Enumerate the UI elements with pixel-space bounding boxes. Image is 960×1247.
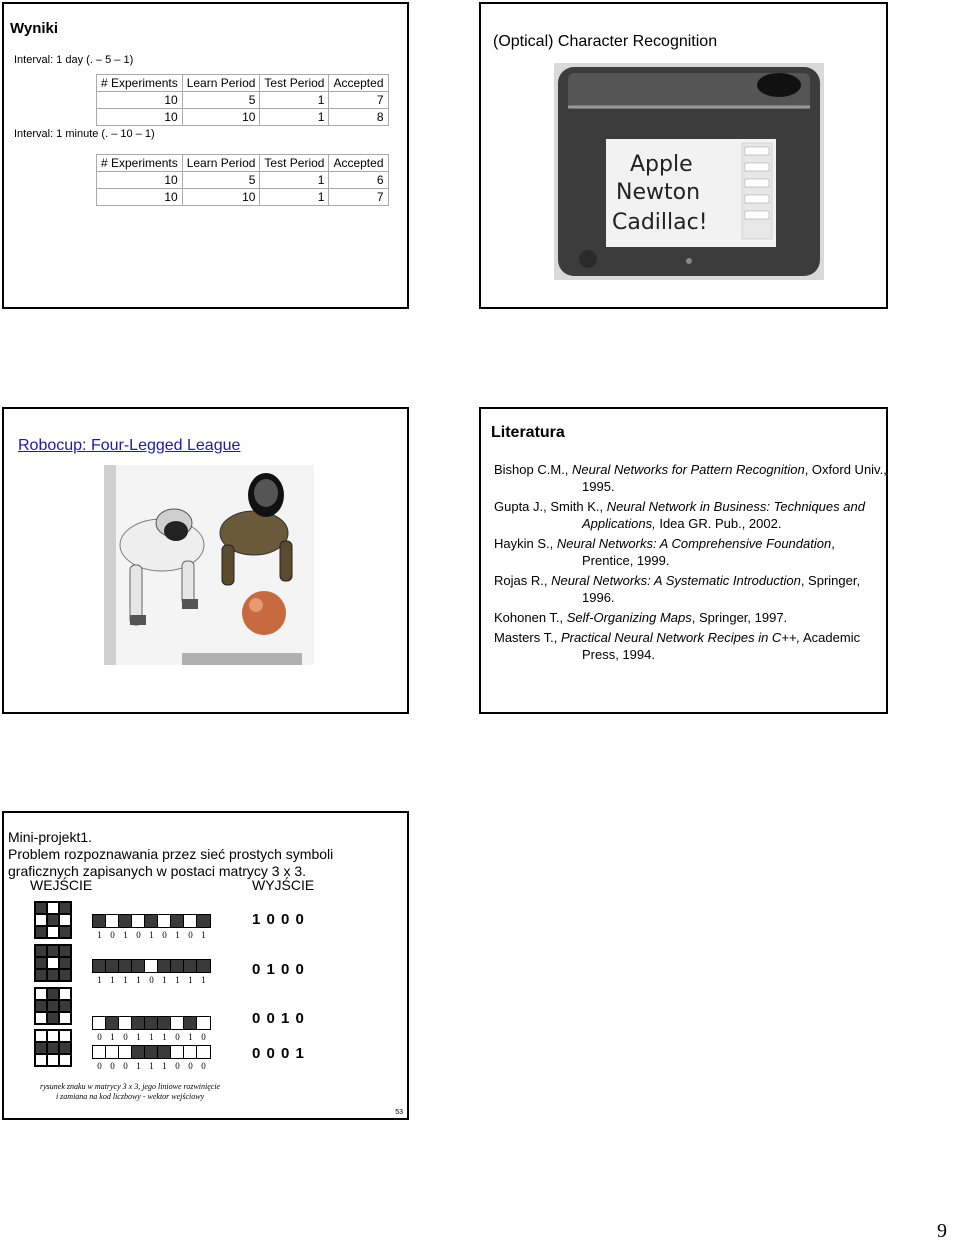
- matrix-cell: [47, 988, 59, 1000]
- vector-cell: [184, 915, 197, 927]
- output-heading: WYJŚCIE: [252, 877, 315, 893]
- matrix-cell: [35, 945, 47, 957]
- reference-item: [494, 572, 889, 606]
- matrix-cell: [35, 1054, 47, 1066]
- bit-label: 0: [123, 1032, 128, 1042]
- ref-title: Neural Network in Business: Techniques and Applications,: [582, 499, 865, 531]
- vector-cell: [171, 1017, 184, 1029]
- table-cell: 10: [97, 109, 183, 126]
- slide-title: Literatura: [491, 424, 565, 441]
- ref-publisher: , Springer, 1996.: [582, 573, 861, 605]
- ref-title: Practical Neural Network Recipes in C++,: [560, 630, 801, 645]
- figure-caption: [40, 1082, 220, 1102]
- slide-robocup: [2, 407, 409, 714]
- matrix-cell: [59, 988, 71, 1000]
- ref-publisher: , Oxford Univ., 1995.: [582, 462, 887, 494]
- bit-label: 1: [110, 1032, 115, 1042]
- matrix-3x3: [34, 944, 72, 982]
- matrix-cell: [35, 1042, 47, 1054]
- reference-item: [494, 629, 889, 663]
- reference-item: [494, 498, 889, 532]
- table-cell: 10: [182, 109, 260, 126]
- bit-label: 0: [188, 930, 193, 940]
- matrix-cell: [59, 914, 71, 926]
- matrix-cell: [47, 945, 59, 957]
- reference-list: [494, 461, 889, 666]
- bit-label: 1: [123, 930, 128, 940]
- bit-label: 0: [123, 1061, 128, 1071]
- vector-cell: [171, 915, 184, 927]
- bit-label: 1: [162, 1061, 167, 1071]
- table-row: [97, 109, 389, 126]
- table-row: [97, 189, 389, 206]
- reference-item: [494, 461, 889, 495]
- bit-label: 1: [149, 1032, 154, 1042]
- vector-cell: [158, 1046, 171, 1058]
- vector-cell: [171, 960, 184, 972]
- reference-item: [494, 535, 889, 569]
- slide-mini-project: [2, 811, 409, 1120]
- vector-cell: [197, 915, 210, 927]
- output-code: 1 0 0 0: [252, 911, 305, 928]
- table-cell: 10: [182, 189, 260, 206]
- vector-cell: [184, 1046, 197, 1058]
- matrix-cell: [59, 1054, 71, 1066]
- bit-labels: [93, 1061, 210, 1071]
- vector-cell: [132, 960, 145, 972]
- vector-cell: [197, 1046, 210, 1058]
- input-vector: [92, 1016, 211, 1030]
- vector-cell: [93, 1017, 106, 1029]
- ref-authors: Masters T.,: [494, 630, 561, 645]
- reference-item: [494, 609, 889, 626]
- bit-label: 1: [97, 930, 102, 940]
- vector-cell: [106, 1017, 119, 1029]
- vector-cell: [119, 915, 132, 927]
- vector-cell: [93, 915, 106, 927]
- bit-label: 1: [188, 975, 193, 985]
- slide-title: (Optical) Character Recognition: [493, 33, 718, 50]
- bit-label: 1: [136, 975, 141, 985]
- vector-cell: [158, 960, 171, 972]
- output-code: 0 0 1 0: [252, 1010, 305, 1027]
- header-cell: Test Period: [260, 75, 329, 92]
- matrix-cell: [59, 926, 71, 938]
- bit-labels: [93, 975, 210, 985]
- bit-label: 0: [175, 1061, 180, 1071]
- matrix-cell: [59, 902, 71, 914]
- bit-label: 1: [201, 975, 206, 985]
- vector-cell: [197, 1017, 210, 1029]
- table-cell: 1: [260, 189, 329, 206]
- header-cell: Learn Period: [182, 155, 260, 172]
- vector-cell: [145, 1046, 158, 1058]
- matrix-cell: [47, 1000, 59, 1012]
- handwriting-line-2: Newton: [616, 180, 701, 205]
- matrix-cell: [47, 1030, 59, 1042]
- project-description: [8, 829, 406, 880]
- vector-cell: [106, 960, 119, 972]
- bit-label: 0: [149, 975, 154, 985]
- caption-line: i zamiana na kod liczbowy - wektor wejściowy: [55, 1092, 205, 1101]
- table-cell: 8: [329, 109, 388, 126]
- matrix-cell: [59, 1000, 71, 1012]
- matrix-cell: [47, 926, 59, 938]
- ref-publisher: Idea GR. Pub., 2002.: [655, 516, 782, 531]
- ref-title: Neural Networks: A Comprehensive Foundation: [556, 536, 832, 551]
- matrix-cell: [47, 914, 59, 926]
- matrix-cell: [35, 914, 47, 926]
- input-vector: [92, 1045, 211, 1059]
- vector-cell: [145, 1017, 158, 1029]
- project-problem: Problem rozpoznawania przez sieć prostych symboli graficznych zapisanych w postaci matrycy 3 x 3.: [8, 846, 334, 879]
- vector-cell: [93, 1046, 106, 1058]
- ref-title: Self-Organizing Maps: [566, 610, 692, 625]
- vector-cell: [197, 960, 210, 972]
- output-code: 0 1 0 0: [252, 961, 305, 978]
- bit-label: 1: [175, 975, 180, 985]
- bit-labels: [93, 930, 210, 940]
- matrix-cell: [35, 1000, 47, 1012]
- bit-label: 0: [110, 930, 115, 940]
- bit-label: 1: [149, 1061, 154, 1071]
- bit-label: 1: [162, 1032, 167, 1042]
- vector-cell: [184, 1017, 197, 1029]
- header-cell: Test Period: [260, 155, 329, 172]
- vector-cell: [119, 1017, 132, 1029]
- table-cell: 5: [182, 172, 260, 189]
- vector-cell: [145, 960, 158, 972]
- slide-ocr: [479, 2, 888, 309]
- vector-cell: [158, 915, 171, 927]
- interval-label: Interval: 1 day (. – 5 – 1): [14, 54, 134, 66]
- vector-cell: [132, 1017, 145, 1029]
- vector-cell: [158, 1017, 171, 1029]
- ref-publisher: Academic Press, 1994.: [582, 630, 861, 662]
- vector-cell: [132, 915, 145, 927]
- bit-label: 0: [97, 1061, 102, 1071]
- table-row: [97, 92, 389, 109]
- bit-label: 0: [162, 930, 167, 940]
- slide-title: Robocup: Four-Legged League: [18, 437, 241, 454]
- bit-label: 0: [201, 1032, 206, 1042]
- table-cell: 6: [329, 172, 388, 189]
- ref-authors: Bishop C.M.,: [494, 462, 573, 477]
- bit-label: 1: [97, 975, 102, 985]
- interval-label: Interval: 1 minute (. – 10 – 1): [14, 128, 155, 140]
- table-cell: 7: [329, 92, 388, 109]
- table-cell: 10: [97, 189, 183, 206]
- bit-label: 1: [110, 975, 115, 985]
- bit-label: 0: [175, 1032, 180, 1042]
- matrix-cell: [47, 1042, 59, 1054]
- vector-cell: [171, 1046, 184, 1058]
- header-cell: Accepted: [329, 155, 388, 172]
- input-heading: WEJŚCIE: [30, 877, 93, 893]
- bit-label: 0: [110, 1061, 115, 1071]
- bit-label: 1: [136, 1032, 141, 1042]
- matrix-cell: [47, 1012, 59, 1024]
- slide-title: Wyniki: [10, 20, 59, 37]
- handwriting-line-1: Apple: [630, 152, 693, 177]
- bit-label: 1: [149, 930, 154, 940]
- caption-line: rysunek znaku w matrycy 3 x 3, jego liniowe rozwinięcie: [40, 1082, 221, 1091]
- vector-cell: [145, 915, 158, 927]
- bit-label: 0: [188, 1061, 193, 1071]
- matrix-3x3: [34, 987, 72, 1025]
- ref-authors: Gupta J., Smith K.,: [494, 499, 607, 514]
- matrix-cell: [35, 1012, 47, 1024]
- matrix-cell: [35, 1030, 47, 1042]
- table-cell: 10: [97, 172, 183, 189]
- matrix-cell: [47, 969, 59, 981]
- table-cell: 7: [329, 189, 388, 206]
- bit-labels: [93, 1032, 210, 1042]
- bit-label: 1: [175, 930, 180, 940]
- matrix-cell: [59, 945, 71, 957]
- bit-label: 1: [201, 930, 206, 940]
- matrix-cell: [59, 1030, 71, 1042]
- matrix-cell: [35, 926, 47, 938]
- ref-title: Neural Networks for Pattern Recognition: [572, 462, 805, 477]
- vector-cell: [184, 960, 197, 972]
- output-code: 0 0 0 1: [252, 1045, 305, 1062]
- matrix-3x3: [34, 1029, 72, 1067]
- table-cell: 1: [260, 92, 329, 109]
- bit-label: 0: [201, 1061, 206, 1071]
- results-table-1: [96, 74, 389, 126]
- matrix-cell: [35, 902, 47, 914]
- ref-publisher: , Springer, 1997.: [691, 610, 788, 625]
- vector-cell: [106, 915, 119, 927]
- table-cell: 1: [260, 109, 329, 126]
- bit-label: 1: [162, 975, 167, 985]
- matrix-3x3: [34, 901, 72, 939]
- ref-authors: Kohonen T.,: [494, 610, 567, 625]
- vector-cell: [106, 1046, 119, 1058]
- matrix-cell: [59, 957, 71, 969]
- header-cell: # Experiments: [97, 75, 183, 92]
- project-title: Mini-projekt1.: [8, 829, 93, 845]
- matrix-cell: [59, 1012, 71, 1024]
- vector-cell: [119, 1046, 132, 1058]
- ref-authors: Haykin S.,: [494, 536, 557, 551]
- matrix-cell: [47, 957, 59, 969]
- matrix-cell: [35, 988, 47, 1000]
- input-vector: [92, 959, 211, 973]
- slide-results: [2, 2, 409, 309]
- robot-dogs-image: [104, 465, 314, 665]
- tablet-image: [554, 63, 824, 280]
- vector-cell: [93, 960, 106, 972]
- header-cell: Learn Period: [182, 75, 260, 92]
- handwriting-line-3: Cadillac!: [612, 210, 708, 235]
- matrix-cell: [47, 1054, 59, 1066]
- ref-title: Neural Networks: A Systematic Introduction: [551, 573, 801, 588]
- matrix-cell: [59, 969, 71, 981]
- bit-label: 1: [123, 975, 128, 985]
- results-table-2: [96, 154, 389, 206]
- header-cell: # Experiments: [97, 155, 183, 172]
- ref-publisher: , Prentice, 1999.: [582, 536, 835, 568]
- vector-cell: [119, 960, 132, 972]
- ref-authors: Rojas R.,: [494, 573, 552, 588]
- slide-literature: [479, 407, 888, 714]
- header-cell: Accepted: [329, 75, 388, 92]
- bit-label: 0: [136, 930, 141, 940]
- slide-number: 53: [395, 1109, 403, 1116]
- matrix-cell: [35, 969, 47, 981]
- table-cell: 1: [260, 172, 329, 189]
- input-vector: [92, 914, 211, 928]
- table-cell: 10: [97, 92, 183, 109]
- table-cell: 5: [182, 92, 260, 109]
- page-number: 9: [937, 1220, 947, 1242]
- bit-label: 0: [97, 1032, 102, 1042]
- matrix-cell: [35, 957, 47, 969]
- table-row: [97, 172, 389, 189]
- vector-cell: [132, 1046, 145, 1058]
- bit-label: 1: [136, 1061, 141, 1071]
- matrix-cell: [47, 902, 59, 914]
- bit-label: 1: [188, 1032, 193, 1042]
- matrix-cell: [59, 1042, 71, 1054]
